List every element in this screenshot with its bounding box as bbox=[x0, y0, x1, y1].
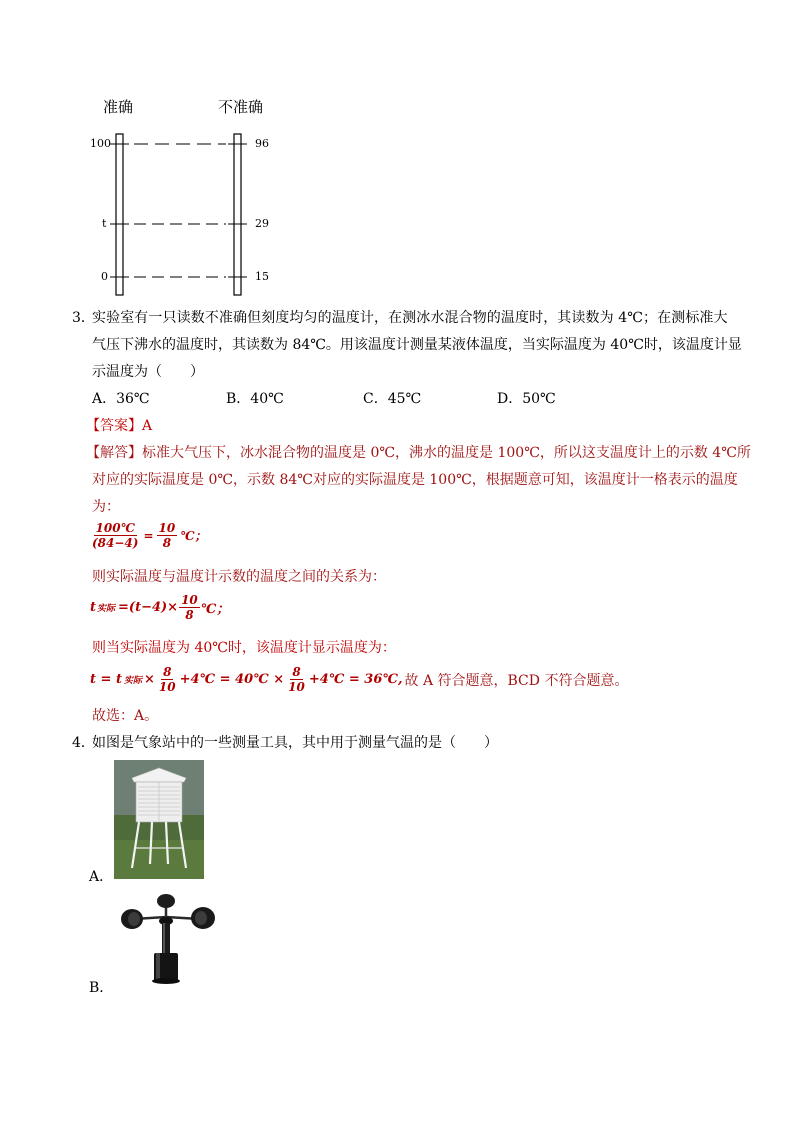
q3-analysis-line2: 对应的实际温度是 0℃，示数 84℃对应的实际温度是 100℃，根据题意可知，该温度计一格表示的温度 bbox=[92, 472, 738, 488]
right-label-top: 96 bbox=[255, 137, 269, 150]
q3-analysis-line3: 为： bbox=[92, 499, 120, 515]
q4-option-b: B． bbox=[89, 980, 114, 996]
q3-number: 3． bbox=[72, 310, 95, 326]
left-label-mid: t bbox=[102, 217, 107, 230]
eq3-fraction-1: $\frac{8}{10}$ bbox=[158, 665, 176, 694]
q3-when-text: 则当实际温度为 40℃时，该温度计显示温度为： bbox=[92, 640, 396, 656]
q3-option-a: A．36℃ bbox=[92, 391, 150, 407]
q3-equation-2: t 实际 =(t−4)× $\frac{10}{8}$ ℃； bbox=[90, 593, 230, 622]
q3-option-b: B．40℃ bbox=[226, 391, 284, 407]
q4-stem: 如图是气象站中的一些测量工具，其中用于测量气温的是（ ） bbox=[92, 735, 498, 751]
weather-shelter-image bbox=[114, 760, 204, 879]
q3-stem-line2: 气压下沸水的温度时，其读数为 84℃。用该温度计测量某液体温度，当实际温度为 40℃时，该温度计显 bbox=[92, 337, 742, 353]
q3-option-d: D．50℃ bbox=[497, 391, 556, 407]
q4-number: 4． bbox=[72, 735, 95, 751]
anemometer-image bbox=[114, 893, 218, 993]
q3-choose: 故选：A。 bbox=[92, 708, 159, 724]
q3-analysis-line1: 【解答】标准大气压下，冰水混合物的温度是 0℃，沸水的温度是 100℃，所以这支温度计上的示数 4℃所 bbox=[86, 445, 751, 461]
diagram-right-title: 不准确 bbox=[218, 98, 264, 116]
left-label-top: 100 bbox=[90, 137, 111, 150]
q3-equation-3: t = t 实际 × $\frac{8}{10}$ +4℃ = 40℃ × $\frac{8}{10}$ +4℃ = 36℃, 故 A 符合题意，BCD 不符合题意。 bbox=[90, 665, 629, 694]
eq1-fraction-right: $\frac{10}{8}$ bbox=[158, 521, 176, 550]
eq3-fraction-2: $\frac{8}{10}$ bbox=[288, 665, 305, 694]
right-label-mid: 29 bbox=[255, 217, 269, 230]
diagram-left-title: 准确 bbox=[103, 98, 134, 116]
q3-relation-text: 则实际温度与温度计示数的温度之间的关系为： bbox=[92, 569, 386, 585]
q3-equation-1: $\frac{100℃}{(84-4)}$ = $\frac{10}{8}$ ℃； bbox=[92, 521, 207, 550]
q3-option-c: C．45℃ bbox=[363, 391, 422, 407]
right-label-bottom: 15 bbox=[255, 270, 269, 283]
eq1-fraction-left: $\frac{100℃}{(84-4)}$ bbox=[92, 521, 139, 550]
q3-stem-line3: 示温度为（ ） bbox=[92, 364, 204, 380]
thermometer-diagram bbox=[86, 92, 286, 302]
q3-answer: 【答案】A bbox=[86, 418, 153, 434]
left-thermometer bbox=[116, 134, 123, 295]
left-label-bottom: 0 bbox=[101, 270, 108, 283]
q4-option-a: A． bbox=[89, 869, 114, 885]
q3-stem-line1: 实验室有一只读数不准确但刻度均匀的温度计，在测冰水混合物的温度时，其读数为 4℃；在测标准大 bbox=[92, 310, 728, 326]
eq2-fraction: $\frac{10}{8}$ bbox=[181, 593, 198, 622]
right-thermometer bbox=[234, 134, 241, 295]
